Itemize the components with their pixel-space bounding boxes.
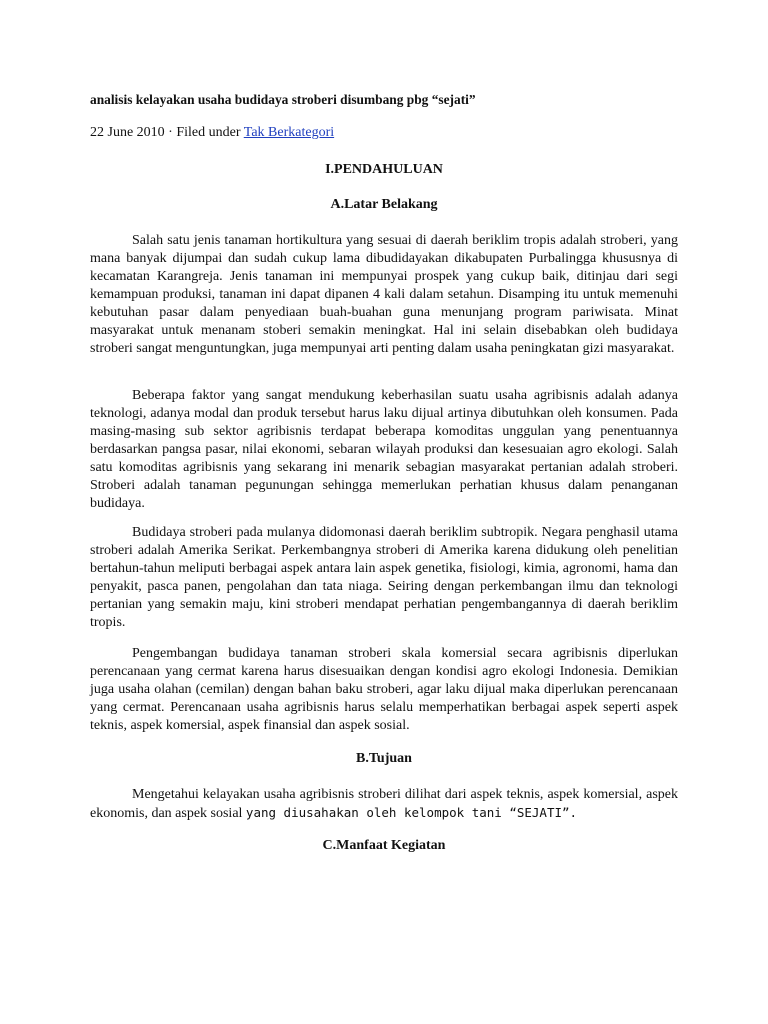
meta-separator: ·: [164, 125, 177, 140]
section-heading-latar-belakang: A.Latar Belakang: [330, 197, 438, 212]
paragraph-3: Budidaya stroberi pada mulanya didomonasi daerah beriklim subtropik. Negara penghasil utama stroberi adalah Amerika Serikat. Perkembangnya stroberi di Amerika karena didukung oleh penelitian bertahun-tahun meliputi berbagai aspek antara lain aspek genetika, fisiologi, kimia, agronomi, hama dan penyakit, pasca panen, pengolahan dan tata niaga. Seiring dengan perkembangan ilmu dan teknologi pertanian yang semakin maju, kini stroberi mendapat perhatian pengembangannya di daerah beriklim tropis.: [90, 525, 678, 630]
post-meta: [90, 125, 334, 141]
paragraph-5: [90, 786, 678, 823]
paragraph-5-tail: yang diusahakan oleh kelompok tani “SEJATI”.: [245, 805, 578, 820]
section-heading-pendahuluan: I.PENDAHULUAN: [325, 162, 443, 177]
post-title: analisis kelayakan usaha budidaya stroberi disumbang pbg “sejati”: [90, 92, 476, 107]
paragraph-1: Salah satu jenis tanaman hortikultura yang sesuai di daerah beriklim tropis adalah stroberi, yang mana banyak dijumpai dan sudah cukup lama dibudidayakan dikabupaten Purbalingga khususnya di kecamatan Karangreja. Jenis tanaman ini mempunyai prospek yang cukup baik, ditinjau dari segi kemampuan produksi, tanaman ini dapat dipanen 4 kali dalam setahun. Disamping itu untuk memenuhi kebutuhan pasar dalam penyediaan buah-buahan guna menunjang program pariwisata. Minat masyarakat untuk menanam stoberi semakin meningkat. Hal ini selain disebabkan oleh budidaya stroberi sangat menguntungkan, juga mempunyai arti penting dalam usaha peningkatan gizi masyarakat.: [90, 233, 678, 356]
paragraph-2: Beberapa faktor yang sangat mendukung keberhasilan suatu usaha agribisnis adalah adanya teknologi, adanya modal dan produk tersebut harus laku dijual artinya dibutuhkan oleh konsumen. Pada masing-masing sub sektor agribisnis terdapat beberapa komoditas unggulan yang penentuannya berdasarkan pangsa pasar, nilai ekonomi, sebaran wilayah produksi dan kesesuaian agro ekologi. Salah satu komoditas agribisnis yang sekarang ini menarik sebagian masyarakat pertanian adalah stroberi. Stroberi adalah tanaman pegunungan sehingga memerlukan perhatian khusus dalam penanganan budidaya.: [90, 388, 678, 511]
section-heading-manfaat-kegiatan: C.Manfaat Kegiatan: [322, 838, 446, 853]
section-heading-tujuan: B.Tujuan: [356, 751, 412, 766]
post-date: 22 June 2010: [90, 125, 165, 140]
paragraph-4: Pengembangan budidaya tanaman stroberi skala komersial secara agribisnis diperlukan perencanaan yang cermat karena harus disesuaikan dengan kondisi agro ekologi Indonesia. Demikian juga usaha olahan (cemilan) dengan bahan baku stroberi, agar laku dijual maka diperlukan perencanaan yang cermat. Perencanaan usaha agribisnis harus selalu memperhatikan berbagai aspek seperti aspek teknis, aspek komersial, aspek finansial dan aspek sosial.: [90, 646, 678, 733]
category-link[interactable]: Tak Berkategori: [243, 125, 335, 140]
filed-under-label: Filed under: [176, 125, 244, 140]
paragraph-5-main: Mengetahui kelayakan usaha agribisnis stroberi dilihat dari aspek teknis, aspek komersial, aspek ekonomis, dan aspek sosial: [90, 787, 678, 821]
